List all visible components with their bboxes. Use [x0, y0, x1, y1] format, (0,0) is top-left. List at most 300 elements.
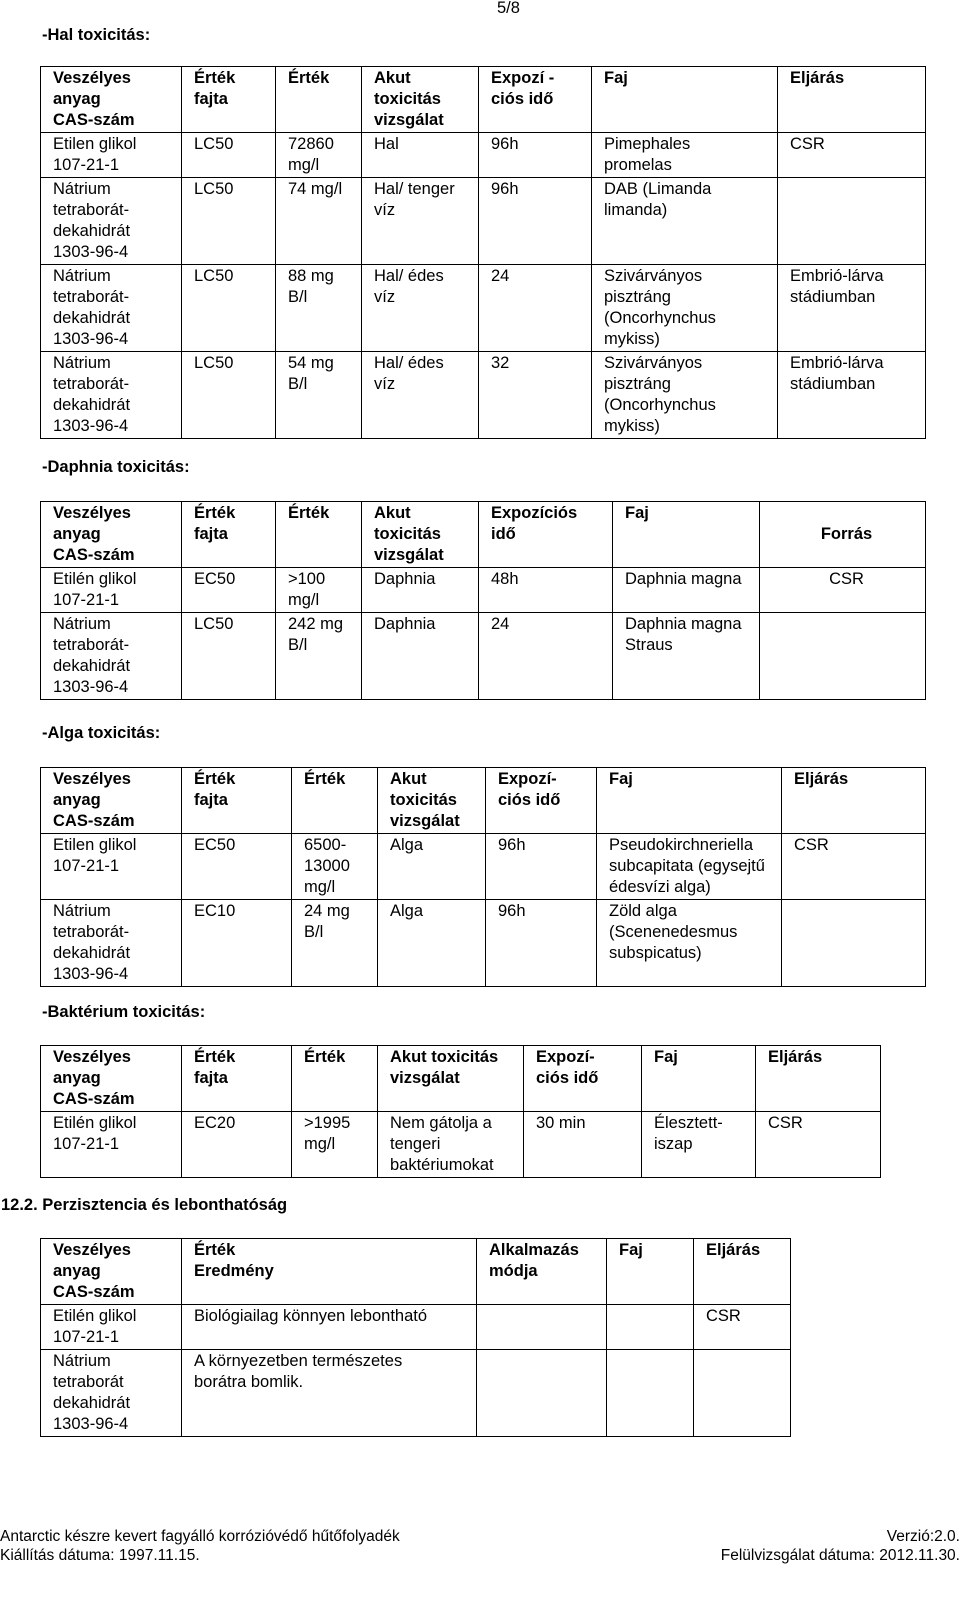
table-cell [782, 900, 926, 987]
header-cell [182, 1046, 292, 1112]
cell-text: idő [491, 525, 516, 543]
cell-text: víz [374, 201, 396, 219]
header-cell [292, 768, 378, 834]
table-row [41, 613, 926, 700]
cell-text: Etilén glikol [53, 570, 137, 588]
cell-text: limanda) [604, 201, 668, 219]
section-title-daphnia: -Daphnia toxicitás: [42, 458, 190, 476]
cell-text: Expozí - [491, 69, 555, 87]
cell-text: CSR [794, 836, 829, 854]
cell-text: EC50 [194, 836, 236, 854]
cell-text: 107-21-1 [53, 591, 120, 609]
table-header-row [41, 502, 926, 568]
cell-text: dekahidrát [53, 396, 131, 414]
cell-text: CAS-szám [53, 812, 135, 830]
cell-text: (Oncorhynchus [604, 396, 716, 414]
cell-text: DAB (Limanda [604, 180, 712, 198]
cell-text: 242 mg [288, 615, 344, 633]
header-cell [182, 1239, 477, 1305]
table-row [41, 1112, 881, 1178]
table-cell [362, 352, 479, 439]
cell-text: Érték [194, 504, 236, 522]
cell-text: Biológiailag könnyen lebontható [194, 1307, 428, 1325]
table-cell [41, 900, 182, 987]
cell-text: vizsgálat [390, 1069, 460, 1087]
cell-text: dekahidrát [53, 944, 131, 962]
cell-text: borátra bomlik. [194, 1373, 304, 1391]
table-cell [479, 613, 613, 700]
table-cell [41, 568, 182, 613]
cell-text: 13000 [304, 857, 350, 875]
header-cell [613, 502, 760, 568]
cell-text: LC50 [194, 135, 234, 153]
cell-text: Nátrium [53, 267, 111, 285]
table-cell [613, 613, 760, 700]
cell-text: dekahidrát [53, 222, 131, 240]
table-cell [292, 1112, 378, 1178]
cell-text: mg/l [304, 878, 336, 896]
cell-text: anyag [53, 1069, 101, 1087]
cell-text: EC10 [194, 902, 236, 920]
cell-text: Nátrium [53, 354, 111, 372]
cell-text: Nem gátolja a [390, 1114, 492, 1132]
header-cell [607, 1239, 694, 1305]
cell-text: Alga [390, 836, 424, 854]
header-cell [292, 1046, 378, 1112]
table-cell [41, 1350, 182, 1437]
cell-text: Alkalmazás [489, 1241, 579, 1259]
cell-text: Eljárás [790, 69, 845, 87]
section-title-alga: -Alga toxicitás: [42, 724, 161, 742]
cell-text: Pseudokirchneriella [609, 836, 753, 854]
cell-text: 107-21-1 [53, 857, 120, 875]
daphnia-toxicity-table [40, 501, 926, 700]
table-row [41, 568, 926, 613]
table-cell [276, 568, 362, 613]
table-row [41, 265, 926, 352]
cell-text: 1303-96-4 [53, 1415, 129, 1433]
cell-text: Érték [288, 504, 330, 522]
cell-text: stádiumban [790, 288, 876, 306]
header-cell [362, 502, 479, 568]
cell-text: Faj [619, 1241, 643, 1259]
table-cell [362, 133, 479, 178]
table-cell [479, 352, 592, 439]
cell-text: anyag [53, 525, 101, 543]
page-number: 5/8 [497, 0, 520, 17]
cell-text: CAS-szám [53, 111, 135, 129]
cell-text: EC50 [194, 570, 236, 588]
cell-text: anyag [53, 90, 101, 108]
cell-text: tetraborát- [53, 201, 130, 219]
cell-text: Faj [604, 69, 628, 87]
table-cell [182, 900, 292, 987]
cell-text: ciós idő [536, 1069, 599, 1087]
table-cell [694, 1350, 791, 1437]
cell-text: 1303-96-4 [53, 417, 129, 435]
table-cell [292, 900, 378, 987]
cell-text: Nátrium [53, 180, 111, 198]
cell-text: >1995 [304, 1114, 351, 1132]
table-cell [642, 1112, 756, 1178]
table-cell [362, 568, 479, 613]
header-cell [276, 502, 362, 568]
table-cell [378, 834, 486, 900]
cell-text: Nátrium [53, 1352, 111, 1370]
cell-text [772, 503, 921, 524]
header-cell [756, 1046, 881, 1112]
header-cell [592, 67, 778, 133]
cell-text: anyag [53, 1262, 101, 1280]
cell-text: 24 [491, 615, 510, 633]
table-cell [607, 1350, 694, 1437]
table-cell [182, 178, 276, 265]
table-row [41, 900, 926, 987]
cell-text: Faj [625, 504, 649, 522]
cell-text: mykiss) [604, 330, 660, 348]
header-cell [362, 67, 479, 133]
header-cell [41, 768, 182, 834]
table-row [41, 352, 926, 439]
cell-text: Veszélyes [53, 1241, 131, 1259]
table-cell [41, 1112, 182, 1178]
cell-text: Szivárványos [604, 267, 703, 285]
cell-text: Hal [374, 135, 399, 153]
cell-text: Etilen glikol [53, 836, 137, 854]
cell-text: Érték [194, 69, 236, 87]
table-header-row [41, 768, 926, 834]
table-cell [592, 352, 778, 439]
table-cell [486, 834, 597, 900]
header-cell [524, 1046, 642, 1112]
header-cell [378, 768, 486, 834]
table-cell [524, 1112, 642, 1178]
header-cell [479, 502, 613, 568]
cell-text: Eredmény [194, 1262, 274, 1280]
table-cell [607, 1305, 694, 1350]
footer-issue-date: Kiállítás dátuma: 1997.11.15. [0, 1547, 200, 1564]
cell-text: Etilén glikol [53, 1307, 137, 1325]
table-cell [778, 265, 926, 352]
table-cell [477, 1350, 607, 1437]
cell-text: 107-21-1 [53, 1328, 120, 1346]
cell-text: 107-21-1 [53, 1135, 120, 1153]
header-cell [486, 768, 597, 834]
table-cell [362, 178, 479, 265]
cell-text: tetraborát- [53, 923, 130, 941]
table-cell [613, 568, 760, 613]
cell-text: Akut [374, 69, 411, 87]
cell-text: Akut [390, 770, 427, 788]
cell-text: dekahidrát [53, 309, 131, 327]
cell-text: toxicitás [374, 90, 441, 108]
cell-text: (Scenenedesmus [609, 923, 738, 941]
cell-text: víz [374, 288, 396, 306]
cell-text: Embrió-lárva [790, 267, 884, 285]
cell-text: Pimephales [604, 135, 691, 153]
footer-product: Antarctic készre kevert fagyálló korrózióvédő hűtőfolyadék [0, 1528, 400, 1545]
section-title-perzisztencia: 12.2. Perzisztencia és lebonthatóság [1, 1196, 288, 1214]
cell-text: módja [489, 1262, 538, 1280]
section-title-hal: -Hal toxicitás: [42, 26, 151, 44]
cell-text: vizsgálat [390, 812, 460, 830]
cell-text: 88 mg [288, 267, 334, 285]
cell-text: mg/l [304, 1135, 336, 1153]
cell-text: Forrás [820, 525, 873, 543]
cell-text: Daphnia magna [625, 615, 742, 633]
table-cell [182, 352, 276, 439]
cell-text: fajta [194, 90, 228, 108]
cell-text: 6500- [304, 836, 347, 854]
table-row [41, 1350, 791, 1437]
cell-text: 1303-96-4 [53, 678, 129, 696]
cell-text: mg/l [288, 156, 320, 174]
header-cell [760, 502, 926, 568]
cell-text: Élesztett- [654, 1114, 723, 1132]
cell-text: LC50 [194, 615, 234, 633]
table-cell [778, 178, 926, 265]
cell-text: 74 mg/l [288, 180, 343, 198]
header-cell [182, 67, 276, 133]
cell-text: Etilén glikol [53, 1114, 137, 1132]
table-cell [41, 834, 182, 900]
table-row [41, 1305, 791, 1350]
cell-text: Érték [194, 1048, 236, 1066]
cell-text: tetraborát- [53, 288, 130, 306]
header-cell [41, 502, 182, 568]
cell-text: tetraborát- [53, 636, 130, 654]
table-cell [479, 265, 592, 352]
cell-text: tengeri [390, 1135, 441, 1153]
cell-text: fajta [194, 525, 228, 543]
cell-text: dekahidrát [53, 1394, 131, 1412]
cell-text: Zöld alga [609, 902, 677, 920]
table-cell [597, 834, 782, 900]
table-cell [41, 613, 182, 700]
table-cell [362, 265, 479, 352]
table-cell [182, 834, 292, 900]
cell-text: Hal/ tenger [374, 180, 455, 198]
table-cell [182, 1305, 477, 1350]
cell-text: CSR [706, 1307, 741, 1325]
header-cell [182, 768, 292, 834]
table-cell [41, 1305, 182, 1350]
cell-text: subspicatus) [609, 944, 702, 962]
table-cell [41, 133, 182, 178]
table-cell [292, 834, 378, 900]
cell-text: dekahidrát [53, 657, 131, 675]
cell-text: 24 [491, 267, 510, 285]
hal-toxicity-table [40, 66, 926, 439]
cell-text: B/l [288, 636, 308, 654]
table-cell [182, 613, 276, 700]
table-cell [486, 900, 597, 987]
cell-text: Nátrium [53, 615, 111, 633]
cell-text: vizsgálat [374, 111, 444, 129]
cell-text: Daphnia [374, 615, 436, 633]
cell-text: stádiumban [790, 375, 876, 393]
bakterium-toxicity-table [40, 1045, 881, 1178]
cell-text: toxicitás [374, 525, 441, 543]
table-cell [597, 900, 782, 987]
cell-text: CSR [768, 1114, 803, 1132]
table-cell [182, 133, 276, 178]
cell-text: LC50 [194, 267, 234, 285]
cell-text: >100 [288, 570, 326, 588]
table-cell [592, 133, 778, 178]
perzisztencia-table [40, 1238, 791, 1437]
cell-text: mykiss) [604, 417, 660, 435]
cell-text: 1303-96-4 [53, 330, 129, 348]
footer-review-date: Felülvizsgálat dátuma: 2012.11.30. [720, 1547, 960, 1564]
cell-text: baktériumokat [390, 1156, 494, 1174]
table-cell [760, 613, 926, 700]
header-cell [276, 67, 362, 133]
cell-text: 72860 [288, 135, 334, 153]
cell-text: CAS-szám [53, 1283, 135, 1301]
cell-text: Szivárványos [604, 354, 703, 372]
cell-text: Daphnia [374, 570, 436, 588]
cell-text: Érték [304, 1048, 346, 1066]
cell-text: Veszélyes [53, 1048, 131, 1066]
cell-text: Akut toxicitás [390, 1048, 499, 1066]
footer-version: Verzió:2.0. [886, 1528, 960, 1545]
section-title-bakterium: -Baktérium toxicitás: [42, 1003, 206, 1021]
cell-text: 1303-96-4 [53, 243, 129, 261]
cell-text: LC50 [194, 354, 234, 372]
cell-text: 107-21-1 [53, 156, 120, 174]
table-header-row [41, 1239, 791, 1305]
cell-text: CAS-szám [53, 1090, 135, 1108]
cell-text: pisztráng [604, 375, 671, 393]
cell-text: CSR [829, 570, 864, 588]
cell-text: EC20 [194, 1114, 236, 1132]
cell-text: 96h [498, 836, 526, 854]
table-cell [592, 178, 778, 265]
table-row [41, 133, 926, 178]
cell-text: tetraborát [53, 1373, 124, 1391]
table-cell [378, 1112, 524, 1178]
table-row [41, 834, 926, 900]
cell-text: fajta [194, 791, 228, 809]
header-cell [642, 1046, 756, 1112]
cell-text: 96h [498, 902, 526, 920]
cell-text: 24 mg [304, 902, 350, 920]
header-cell [778, 67, 926, 133]
header-cell [782, 768, 926, 834]
cell-text: pisztráng [604, 288, 671, 306]
cell-text: B/l [304, 923, 324, 941]
cell-text: Faj [609, 770, 633, 788]
cell-text: Érték [304, 770, 346, 788]
cell-text: 48h [491, 570, 519, 588]
cell-text: Érték [194, 1241, 236, 1259]
cell-text: anyag [53, 791, 101, 809]
table-cell [182, 1112, 292, 1178]
table-cell [41, 352, 182, 439]
table-cell [182, 265, 276, 352]
table-cell [182, 568, 276, 613]
table-cell [782, 834, 926, 900]
cell-text: Straus [625, 636, 673, 654]
header-cell [182, 502, 276, 568]
table-cell [760, 568, 926, 613]
header-cell [41, 1046, 182, 1112]
cell-text: vizsgálat [374, 546, 444, 564]
table-cell [276, 265, 362, 352]
table-header-row [41, 67, 926, 133]
cell-text: toxicitás [390, 791, 457, 809]
cell-text: Eljárás [706, 1241, 761, 1259]
cell-text: Veszélyes [53, 770, 131, 788]
table-cell [182, 1350, 477, 1437]
cell-text: Faj [654, 1048, 678, 1066]
cell-text: Veszélyes [53, 504, 131, 522]
cell-text: LC50 [194, 180, 234, 198]
cell-text: fajta [194, 1069, 228, 1087]
cell-text: CSR [790, 135, 825, 153]
table-cell [694, 1305, 791, 1350]
cell-text: Embrió-lárva [790, 354, 884, 372]
cell-text: Veszélyes [53, 69, 131, 87]
header-cell [41, 67, 182, 133]
cell-text: Akut [374, 504, 411, 522]
cell-text: CAS-szám [53, 546, 135, 564]
table-header-row [41, 1046, 881, 1112]
cell-text: Expozí- [498, 770, 557, 788]
table-cell [276, 133, 362, 178]
header-cell [41, 1239, 182, 1305]
cell-text: (Oncorhynchus [604, 309, 716, 327]
cell-text: A környezetben természetes [194, 1352, 403, 1370]
table-cell [378, 900, 486, 987]
table-cell [756, 1112, 881, 1178]
header-cell [378, 1046, 524, 1112]
cell-text: Hal/ édes [374, 354, 444, 372]
cell-text: promelas [604, 156, 672, 174]
cell-text: Expozí- [536, 1048, 595, 1066]
table-cell [778, 352, 926, 439]
cell-text: víz [374, 375, 396, 393]
alga-toxicity-table [40, 767, 926, 987]
table-cell [276, 178, 362, 265]
table-cell [592, 265, 778, 352]
cell-text: 32 [491, 354, 510, 372]
cell-text: Eljárás [794, 770, 849, 788]
cell-text: 30 min [536, 1114, 586, 1132]
cell-text: 96h [491, 135, 519, 153]
cell-text: Alga [390, 902, 424, 920]
table-cell [479, 568, 613, 613]
cell-text: Daphnia magna [625, 570, 742, 588]
table-cell [477, 1305, 607, 1350]
cell-text: mg/l [288, 591, 320, 609]
table-cell [276, 613, 362, 700]
header-cell [694, 1239, 791, 1305]
cell-text: ciós idő [491, 90, 554, 108]
cell-text: Eljárás [768, 1048, 823, 1066]
header-cell [479, 67, 592, 133]
cell-text: 54 mg [288, 354, 334, 372]
cell-text: B/l [288, 375, 308, 393]
cell-text: Expozíciós [491, 504, 578, 522]
cell-text: subcapitata (egysejtű [609, 857, 765, 875]
cell-text: édesvízi alga) [609, 878, 711, 896]
header-cell [597, 768, 782, 834]
cell-text: Nátrium [53, 902, 111, 920]
cell-text: 1303-96-4 [53, 965, 129, 983]
cell-text: Etilen glikol [53, 135, 137, 153]
